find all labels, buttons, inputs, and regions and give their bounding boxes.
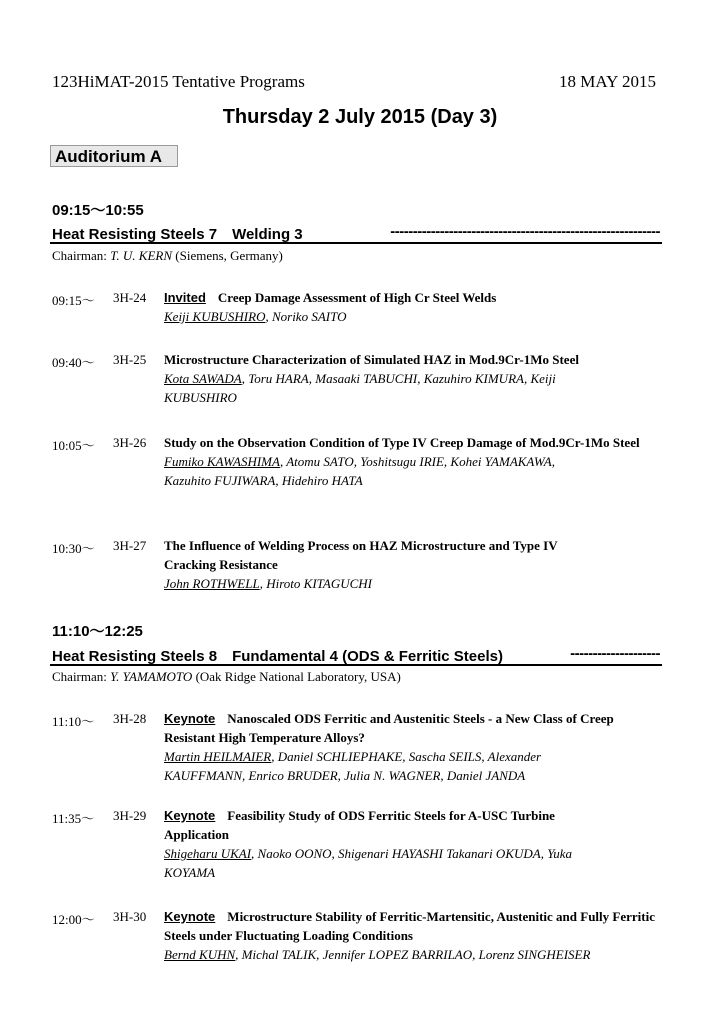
paper-title: Nanoscaled ODS Ferritic and Austenitic Steels - a New Class of Creep Resistant High Temperature Alloys? bbox=[164, 711, 614, 745]
session-title-dashes: ------------------------------------------------------------ bbox=[390, 223, 660, 240]
co-authors: , Naoko OONO, Shigenari HAYASHI Takanari OKUDA, Yuka KOYAMA bbox=[164, 846, 573, 880]
chair-affiliation: (Oak Ridge National Laboratory, USA) bbox=[195, 669, 401, 684]
paper-tag: Keynote bbox=[164, 909, 216, 924]
paper-id: 3H-27 bbox=[113, 538, 147, 553]
co-authors: , Toru HARA, Masaaki TABUCHI, Kazuhiro KIMURA, Keiji KUBUSHIRO bbox=[164, 371, 556, 405]
header-program-label: 123HiMAT-2015 Tentative Programs bbox=[52, 72, 305, 91]
presenter: Bernd KUHN bbox=[164, 947, 236, 962]
chair-label: Chairman: bbox=[52, 248, 107, 263]
paper-entry bbox=[164, 907, 664, 964]
paper-authors bbox=[164, 747, 624, 785]
paper-entry bbox=[164, 433, 644, 490]
paper-authors bbox=[164, 844, 584, 882]
paper-id: 3H-25 bbox=[113, 352, 147, 367]
paper-entry bbox=[164, 350, 624, 407]
session-time: 09:15～10:55 bbox=[52, 202, 144, 219]
paper-authors bbox=[164, 307, 664, 326]
paper-title: Microstructure Characterization of Simulated HAZ in Mod.9Cr-1Mo Steel bbox=[164, 352, 579, 367]
chair-affiliation: (Siemens, Germany) bbox=[175, 248, 283, 263]
co-authors: , Michal TALIK, Jennifer LOPEZ BARRILAO, Lorenz SINGHEISER bbox=[235, 947, 591, 962]
chair-label: Chairman: bbox=[52, 669, 107, 684]
paper-entry bbox=[164, 709, 634, 785]
session-title-dashes: -------------------- bbox=[570, 645, 660, 662]
paper-time: 09:15～ bbox=[52, 293, 95, 308]
presenter: Fumiko KAWASHIMA bbox=[164, 454, 280, 469]
paper-title: The Influence of Welding Process on HAZ Microstructure and Type IV Cracking Resistance bbox=[164, 538, 558, 572]
session-title-text: Heat Resisting Steels 7 Welding 3 bbox=[52, 226, 303, 243]
paper-time: 11:10～ bbox=[52, 714, 95, 729]
paper-authors bbox=[164, 945, 664, 964]
presenter: Martin HEILMAIER bbox=[164, 749, 272, 764]
session-title bbox=[52, 223, 660, 244]
paper-entry bbox=[164, 536, 604, 593]
paper-time: 10:30～ bbox=[52, 541, 95, 556]
paper-authors bbox=[164, 452, 594, 490]
session-divider bbox=[50, 242, 662, 244]
paper-authors bbox=[164, 574, 604, 593]
co-authors: , Daniel SCHLIEPHAKE, Sascha SEILS, Alexander KAUFFMANN, Enrico BRUDER, Julia N. WAGNER, Daniel JANDA bbox=[164, 749, 542, 783]
co-authors: , Atomu SATO, Yoshitsugu IRIE, Kohei YAMAKAWA, Kazuhito FUJIWARA, Hidehiro HATA bbox=[164, 454, 555, 488]
presenter: Kota SAWADA bbox=[164, 371, 242, 386]
presenter: Shigeharu UKAI bbox=[164, 846, 252, 861]
session-chair bbox=[52, 248, 283, 264]
chair-name: T. U. KERN bbox=[110, 248, 173, 263]
header-date: 18 MAY 2015 bbox=[559, 72, 656, 91]
session-title-text: Heat Resisting Steels 8 Fundamental 4 (ODS & Ferritic Steels) bbox=[52, 648, 503, 665]
paper-id: 3H-24 bbox=[113, 290, 147, 305]
paper-time: 12:00～ bbox=[52, 912, 95, 927]
co-authors: , Hiroto KITAGUCHI bbox=[259, 576, 373, 591]
session-divider bbox=[50, 664, 662, 666]
paper-entry bbox=[164, 288, 664, 326]
page-title: Thursday 2 July 2015 (Day 3) bbox=[222, 106, 498, 128]
paper-title: Study on the Observation Condition of Type IV Creep Damage of Mod.9Cr-1Mo Steel bbox=[164, 435, 640, 450]
session-title bbox=[52, 645, 660, 666]
paper-time: 10:05～ bbox=[52, 438, 95, 453]
paper-tag: Keynote bbox=[164, 808, 216, 823]
co-authors: , Noriko SAITO bbox=[265, 309, 347, 324]
presenter: John ROTHWELL bbox=[164, 576, 260, 591]
paper-title: Microstructure Stability of Ferritic-Martensitic, Austenitic and Fully Ferritic Steels under Fluctuating Loading Conditions bbox=[164, 909, 655, 943]
session-time: 11:10～12:25 bbox=[52, 623, 143, 640]
paper-tag: Keynote bbox=[164, 711, 216, 726]
paper-id: 3H-28 bbox=[113, 711, 147, 726]
paper-tag: Invited bbox=[164, 290, 206, 305]
paper-time: 11:35～ bbox=[52, 811, 95, 826]
chair-name: Y. YAMAMOTO bbox=[110, 669, 193, 684]
paper-authors bbox=[164, 369, 624, 407]
session-chair bbox=[52, 669, 401, 685]
paper-entry bbox=[164, 806, 604, 882]
presenter: Keiji KUBUSHIRO bbox=[164, 309, 266, 324]
paper-title: Feasibility Study of ODS Ferritic Steels for A-USC Turbine Application bbox=[164, 808, 555, 842]
room-label: Auditorium A bbox=[50, 145, 178, 167]
paper-id: 3H-30 bbox=[113, 909, 147, 924]
paper-id: 3H-26 bbox=[113, 435, 147, 450]
paper-time: 09:40～ bbox=[52, 355, 95, 370]
paper-title: Creep Damage Assessment of High Cr Steel Welds bbox=[217, 290, 497, 305]
paper-id: 3H-29 bbox=[113, 808, 147, 823]
